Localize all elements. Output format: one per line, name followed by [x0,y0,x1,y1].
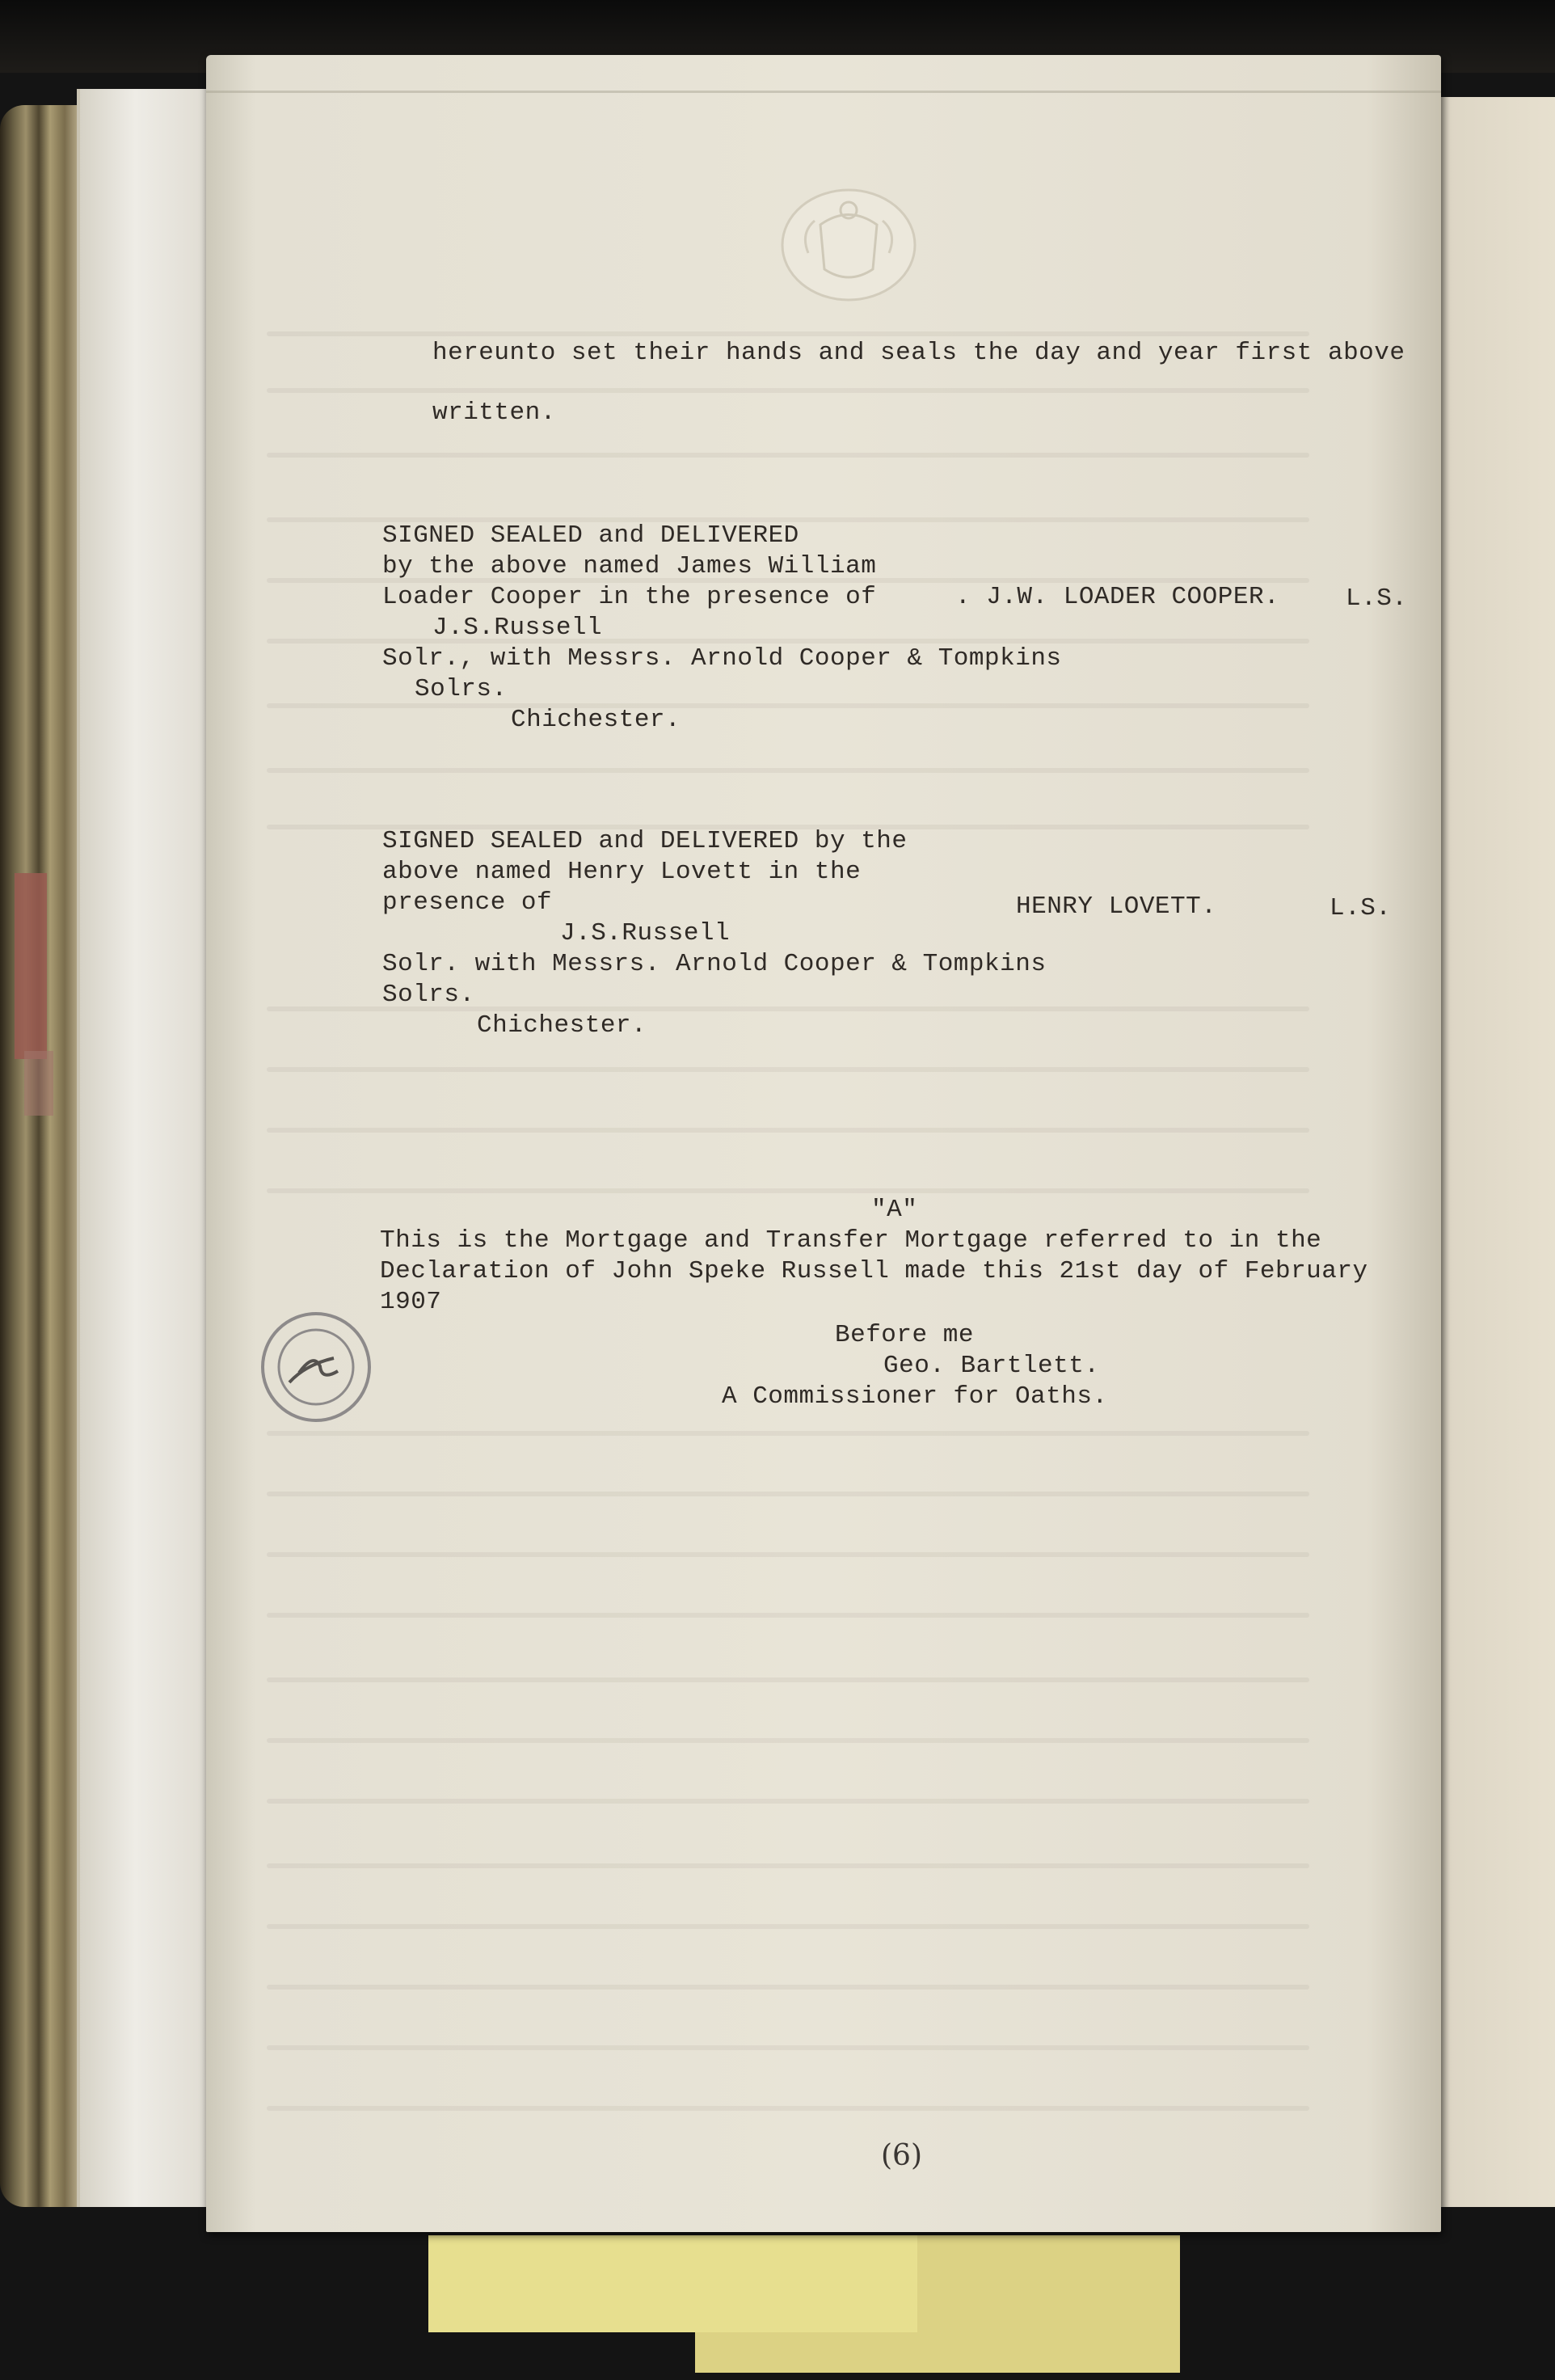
exhibit-year: 1907 [380,1288,442,1316]
show-through-line [267,768,1309,773]
embossed-royal-arms-seal [776,184,921,306]
exhibit-line: Declaration of John Speke Russell made this 21st day of February [380,1257,1368,1285]
show-through-line [267,1492,1309,1496]
attestation-line: by the above named James William [382,552,877,580]
witness-firm: Solr. with Messrs. Arnold Cooper & Tompkins [382,950,1047,978]
show-through-line [267,1128,1309,1133]
show-through-line [267,1985,1309,1990]
show-through-line [267,1431,1309,1436]
show-through-line [267,453,1309,458]
commissioner-title: A Commissioner for Oaths. [722,1382,1108,1411]
exhibit-label: "A" [871,1196,918,1224]
show-through-line [267,2045,1309,2050]
attestation-line: above named Henry Lovett in the [382,858,862,886]
attestation-line: SIGNED SEALED and DELIVERED by the [382,827,908,855]
show-through-line [267,1799,1309,1804]
show-through-line [267,1677,1309,1682]
signatory-name: . J.W. LOADER COOPER. [955,583,1280,611]
show-through-line [267,1188,1309,1193]
facing-page-edge [1426,97,1555,2207]
attestation-line: presence of [382,888,553,917]
red-tab [15,873,47,1059]
exhibit-line: This is the Mortgage and Transfer Mortgage referred to in the [380,1226,1322,1255]
attestation-line: Loader Cooper in the presence of [382,583,877,611]
witness-name: J.S.Russell [560,919,731,947]
witness-title: Solrs. [382,981,475,1009]
attestation-line: SIGNED SEALED and DELIVERED [382,521,799,550]
document-page [206,55,1441,2232]
witness-town: Chichester. [511,706,681,734]
show-through-line [267,1924,1309,1929]
page-stack [77,89,217,2207]
ink-stamp [257,1308,375,1426]
witness-name: J.S.Russell [432,614,603,642]
show-through-line [267,1067,1309,1072]
closing-line: written. [432,399,556,427]
page-number: (6) [881,2139,922,2172]
witness-firm: Solr., with Messrs. Arnold Cooper & Tompkins [382,644,1062,673]
show-through-line [267,388,1309,393]
page-fold-line [206,91,1441,93]
witness-town: Chichester. [477,1011,647,1040]
seal-mark: L.S. [1330,894,1392,922]
show-through-line [267,1863,1309,1868]
signatory-name: HENRY LOVETT. [1016,892,1217,921]
show-through-line [267,331,1309,336]
book-spine-edge [0,105,81,2207]
sworn-before: Before me [835,1321,974,1349]
commissioner-name: Geo. Bartlett. [883,1352,1100,1380]
sticky-note-front [428,2235,917,2332]
closing-line: hereunto set their hands and seals the day and year first above [432,339,1405,367]
seal-mark: L.S. [1346,584,1408,613]
witness-title: Solrs. [415,675,508,703]
show-through-line [267,1552,1309,1557]
show-through-line [267,1613,1309,1618]
show-through-line [267,2106,1309,2111]
red-tab-lower [24,1051,53,1116]
show-through-line [267,1738,1309,1743]
